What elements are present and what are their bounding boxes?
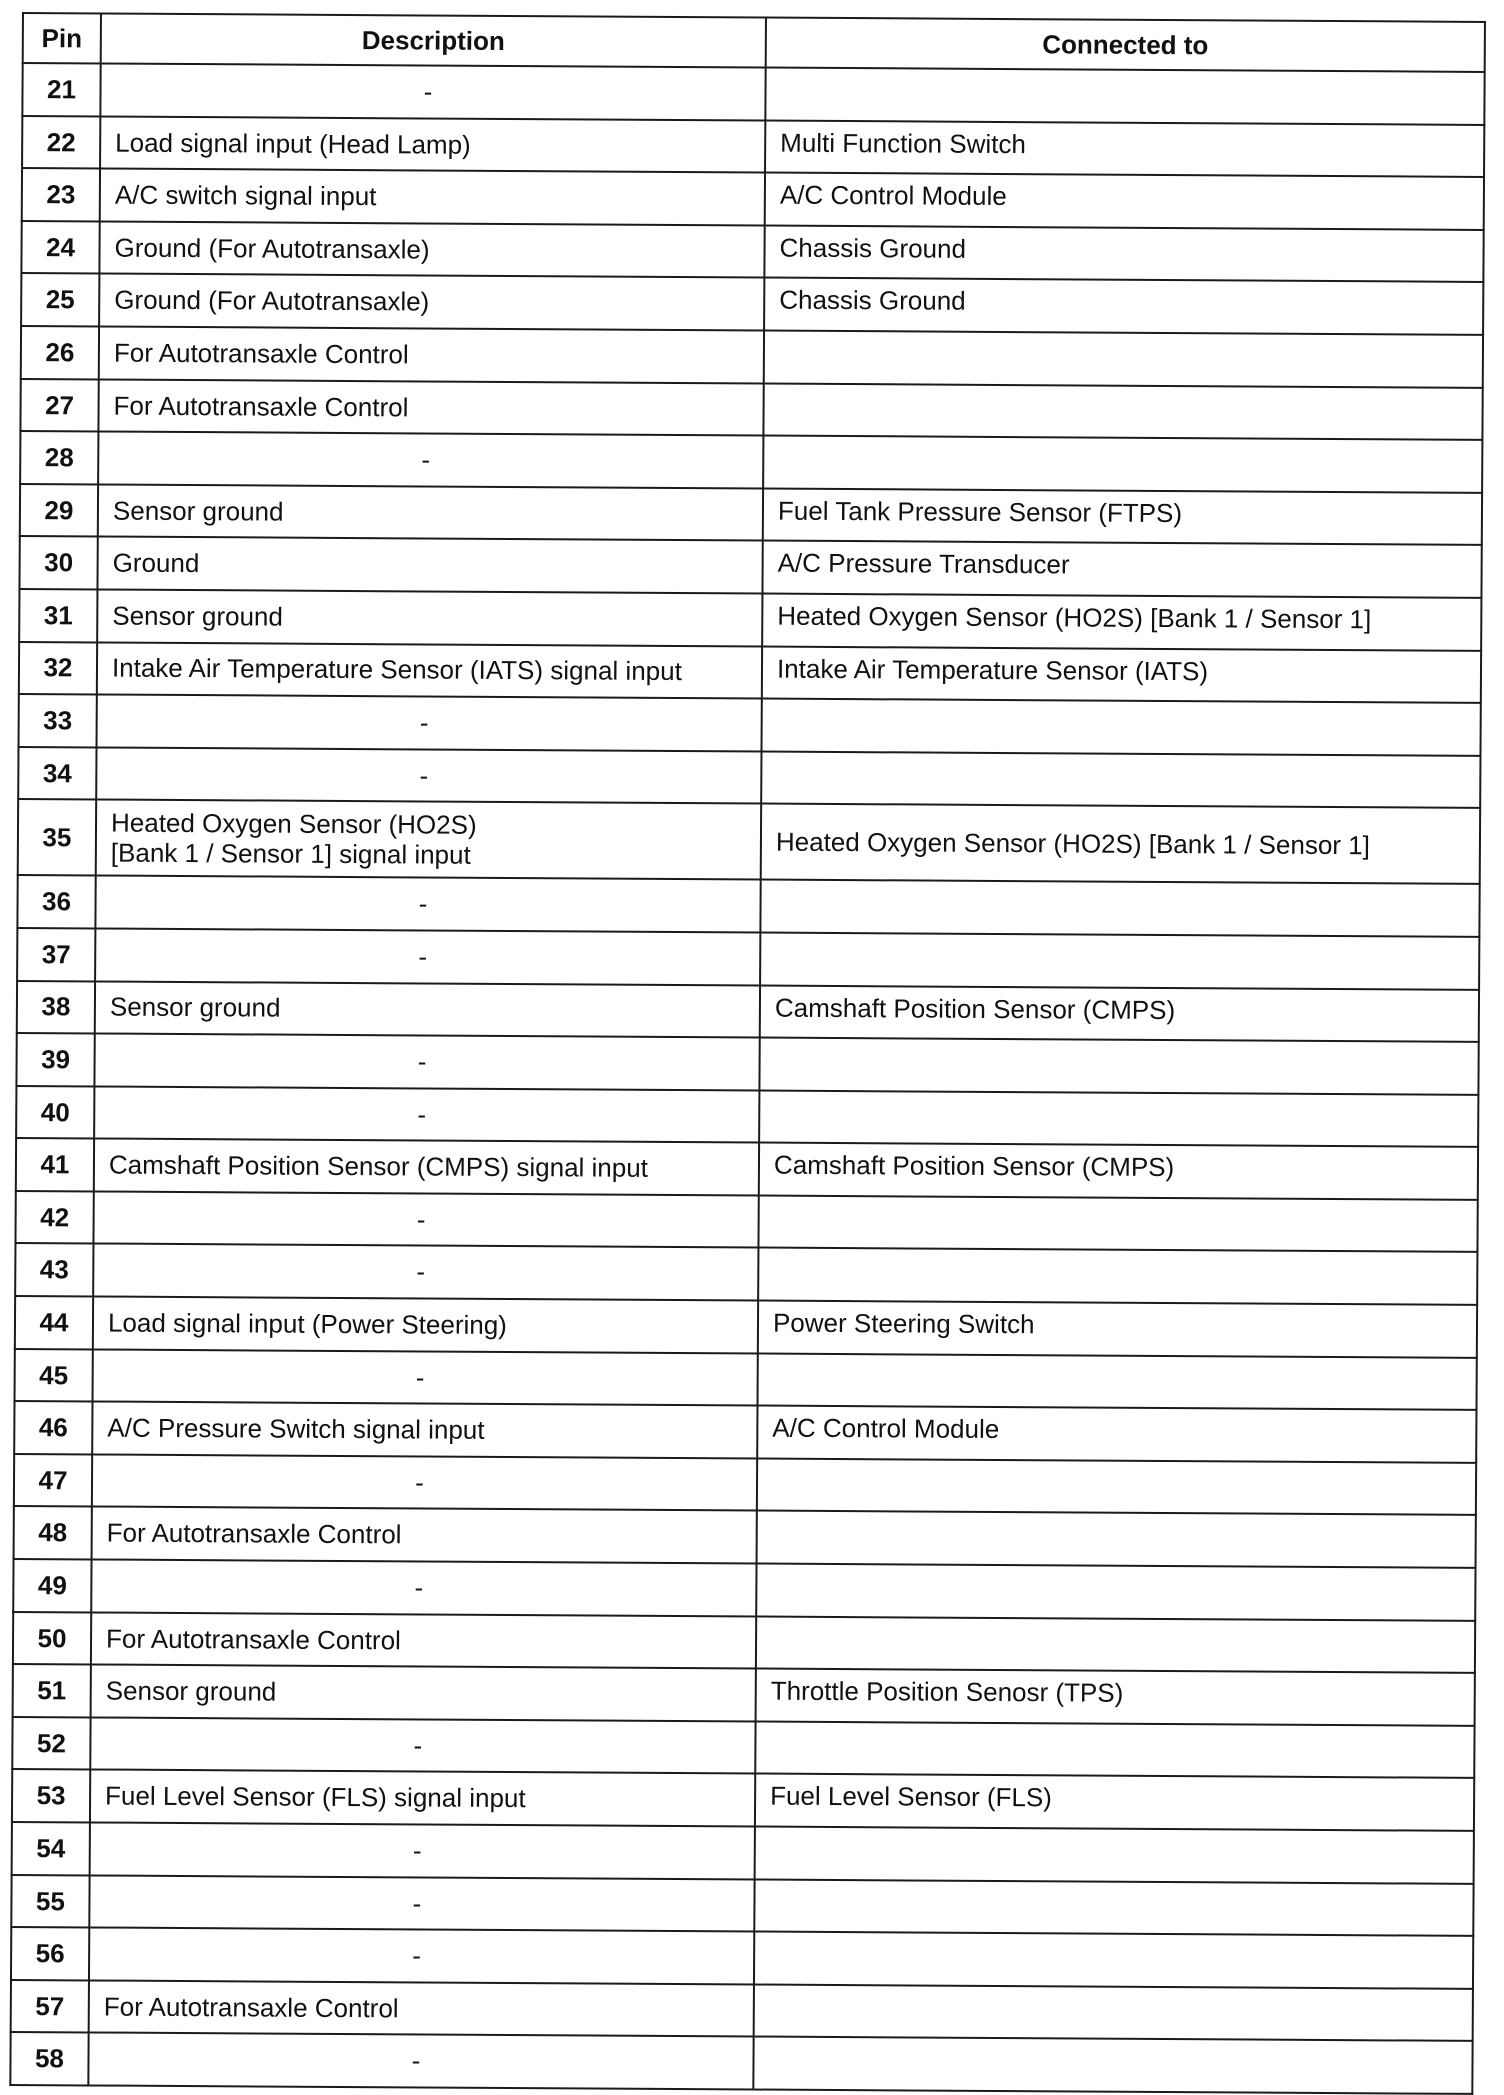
header-row (23, 13, 1485, 72)
table-row (19, 694, 1481, 756)
pin-description: - (95, 876, 760, 933)
table-row (19, 642, 1481, 704)
pin-description: - (94, 1086, 759, 1143)
pin-number: 46 (14, 1401, 92, 1454)
pin-number: 57 (11, 1980, 89, 2033)
pin-number: 42 (15, 1191, 93, 1244)
pin-description: Fuel Level Sensor (FLS) signal input (90, 1770, 755, 1827)
pin-connected-to: A/C Control Module (765, 173, 1484, 230)
pin-description: Load signal input (Head Lamp) (100, 116, 765, 173)
pin-connected-to (755, 1827, 1474, 1884)
pin-number: 50 (13, 1612, 91, 1665)
pin-connected-to: Fuel Tank Pressure Sensor (FTPS) (763, 488, 1482, 545)
pin-number: 26 (21, 326, 99, 379)
table-row (15, 1243, 1477, 1305)
header-connected-to: Connected to (766, 18, 1485, 72)
pin-connected-to: Heated Oxygen Sensor (HO2S) [Bank 1 / Sensor 1] (761, 804, 1480, 884)
pin-description: Intake Air Temperature Sensor (IATS) signal input (97, 642, 762, 699)
pin-number: 21 (22, 63, 100, 116)
pin-description: - (91, 1559, 756, 1616)
pin-number: 35 (18, 799, 96, 875)
table-row (13, 1612, 1475, 1674)
pin-description: Sensor ground (98, 484, 763, 541)
table-row (14, 1454, 1476, 1516)
pin-description: - (89, 1928, 754, 1985)
pin-description: - (96, 747, 761, 804)
pin-connected-to (764, 331, 1483, 388)
pin-description: For Autotransaxle Control (99, 326, 764, 383)
pin-connected-to (761, 751, 1480, 808)
pin-number: 47 (14, 1454, 92, 1507)
pin-connected-to (761, 699, 1480, 756)
pin-description: - (90, 1822, 755, 1879)
pin-connected-to (760, 880, 1479, 937)
pin-number: 22 (22, 116, 100, 169)
pin-description: - (89, 1875, 754, 1932)
table-row (21, 273, 1483, 335)
table-row (22, 116, 1484, 178)
table-row (12, 1769, 1474, 1831)
pin-description: Ground (For Autotransaxle) (99, 221, 764, 278)
table-row (12, 1822, 1474, 1884)
table-row (22, 168, 1484, 230)
pin-description: - (93, 1244, 758, 1301)
pin-number: 24 (21, 221, 99, 274)
pin-connected-to (759, 1038, 1478, 1095)
pin-connected-to: Fuel Level Sensor (FLS) (755, 1774, 1474, 1831)
pin-description: Ground (For Autotransaxle) (99, 274, 764, 331)
table-row (19, 589, 1481, 651)
pin-description: - (92, 1454, 757, 1511)
pin-number: 33 (19, 694, 97, 747)
pin-number: 28 (20, 431, 98, 484)
pin-number: 25 (21, 273, 99, 326)
table-row (13, 1664, 1475, 1726)
pin-table-sheet (9, 12, 1484, 2095)
pin-connected-to (765, 68, 1484, 125)
table-row (20, 379, 1482, 441)
table-row (16, 1086, 1478, 1148)
pin-number: 38 (17, 980, 95, 1033)
pin-connected-to: Camshaft Position Sensor (CMPS) (760, 985, 1479, 1042)
table-row (15, 1296, 1477, 1358)
pin-description: Sensor ground (95, 981, 760, 1038)
table-row (15, 1191, 1477, 1253)
table-row (22, 63, 1484, 125)
pin-connected-to (758, 1248, 1477, 1305)
pin-connected-to: Multi Function Switch (765, 120, 1484, 177)
pin-number: 52 (12, 1717, 90, 1770)
pin-connected-to (760, 932, 1479, 989)
pin-number: 55 (11, 1875, 89, 1928)
pin-connected-to (755, 1721, 1474, 1778)
pin-description: Load signal input (Power Steering) (93, 1297, 758, 1354)
table-row (18, 799, 1480, 884)
header-pin: Pin (23, 13, 101, 63)
pin-description: Sensor ground (91, 1665, 756, 1722)
table-row (16, 1138, 1478, 1200)
table-row (21, 326, 1483, 388)
pin-number: 54 (12, 1822, 90, 1875)
pin-table (9, 12, 1486, 2095)
pin-connected-to (754, 1879, 1473, 1936)
header-description: Description (101, 13, 766, 67)
pin-description: For Autotransaxle Control (89, 1980, 754, 2037)
pin-number: 36 (17, 875, 95, 928)
pin-connected-to (757, 1511, 1476, 1568)
pin-number: 27 (20, 379, 98, 432)
pin-description: - (93, 1191, 758, 1248)
pin-description (96, 800, 761, 880)
pin-connected-to: Intake Air Temperature Sensor (IATS) (762, 646, 1481, 703)
pin-description: - (93, 1349, 758, 1406)
pin-number: 58 (10, 2032, 88, 2085)
pin-connected-to: A/C Pressure Transducer (762, 541, 1481, 598)
pin-number: 44 (15, 1296, 93, 1349)
pin-description: - (88, 2033, 753, 2090)
pin-number: 45 (15, 1349, 93, 1402)
pin-description-line-1: Heated Oxygen Sensor (HO2S) (110, 807, 477, 840)
pin-number: 56 (11, 1927, 89, 1980)
pin-connected-to (759, 1090, 1478, 1147)
pin-number: 39 (16, 1033, 94, 1086)
pin-description: Camshaft Position Sensor (CMPS) signal input (94, 1139, 759, 1196)
pin-connected-to: Chassis Ground (764, 225, 1483, 282)
pin-connected-to (754, 1932, 1473, 1989)
pin-description: Ground (97, 537, 762, 594)
pin-description: A/C Pressure Switch signal input (92, 1402, 757, 1459)
table-row (11, 1927, 1473, 1989)
table-row (15, 1349, 1477, 1411)
pin-connected-to: A/C Control Module (757, 1406, 1476, 1463)
pin-connected-to (757, 1458, 1476, 1515)
pin-description: - (90, 1717, 755, 1774)
pin-number: 53 (12, 1769, 90, 1822)
pin-number: 30 (19, 536, 97, 589)
table-row (16, 1033, 1478, 1095)
pin-connected-to (756, 1616, 1475, 1673)
pin-number: 32 (19, 642, 97, 695)
pin-number: 29 (20, 484, 98, 537)
table-row (12, 1717, 1474, 1779)
table-row (20, 431, 1482, 493)
pin-description: - (95, 928, 760, 985)
table-row (10, 2032, 1472, 2094)
pin-number: 34 (18, 747, 96, 800)
table-row (17, 928, 1479, 990)
pin-number: 49 (13, 1559, 91, 1612)
pin-connected-to: Chassis Ground (764, 278, 1483, 335)
pin-connected-to: Camshaft Position Sensor (CMPS) (759, 1143, 1478, 1200)
table-row (19, 536, 1481, 598)
table-body (10, 63, 1484, 2094)
pin-connected-to (758, 1195, 1477, 1252)
pin-description: For Autotransaxle Control (92, 1507, 757, 1564)
table-row (20, 484, 1482, 546)
table-row (17, 875, 1479, 937)
pin-number: 37 (17, 928, 95, 981)
pin-number: 23 (22, 168, 100, 221)
pin-number: 31 (19, 589, 97, 642)
pin-description: - (94, 1034, 759, 1091)
table-row (11, 1875, 1473, 1937)
pin-connected-to (757, 1353, 1476, 1410)
pin-number: 43 (15, 1243, 93, 1296)
table-row (14, 1506, 1476, 1568)
pin-connected-to (753, 2037, 1472, 2094)
pin-number: 40 (16, 1086, 94, 1139)
pin-description: - (100, 63, 765, 120)
pin-description: - (98, 432, 763, 489)
pin-description: A/C switch signal input (100, 169, 765, 226)
table-row (11, 1980, 1473, 2042)
table-row (17, 980, 1479, 1042)
table-row (14, 1401, 1476, 1463)
pin-number: 48 (14, 1506, 92, 1559)
pin-number: 51 (13, 1664, 91, 1717)
pin-connected-to (763, 436, 1482, 493)
pin-description: For Autotransaxle Control (98, 379, 763, 436)
pin-connected-to: Throttle Position Senosr (TPS) (756, 1669, 1475, 1726)
pin-connected-to (763, 383, 1482, 440)
pin-description: Sensor ground (97, 589, 762, 646)
pin-connected-to: Power Steering Switch (758, 1301, 1477, 1358)
table-row (21, 221, 1483, 283)
pin-number: 41 (16, 1138, 94, 1191)
pin-connected-to (756, 1564, 1475, 1621)
pin-description: - (97, 695, 762, 752)
pin-connected-to: Heated Oxygen Sensor (HO2S) [Bank 1 / Sensor 1] (762, 593, 1481, 650)
pin-description: For Autotransaxle Control (91, 1612, 756, 1669)
table-row (18, 747, 1480, 809)
pin-description-line-2: [Bank 1 / Sensor 1] signal input (110, 837, 471, 871)
pin-connected-to (754, 1984, 1473, 2041)
table-row (13, 1559, 1475, 1621)
